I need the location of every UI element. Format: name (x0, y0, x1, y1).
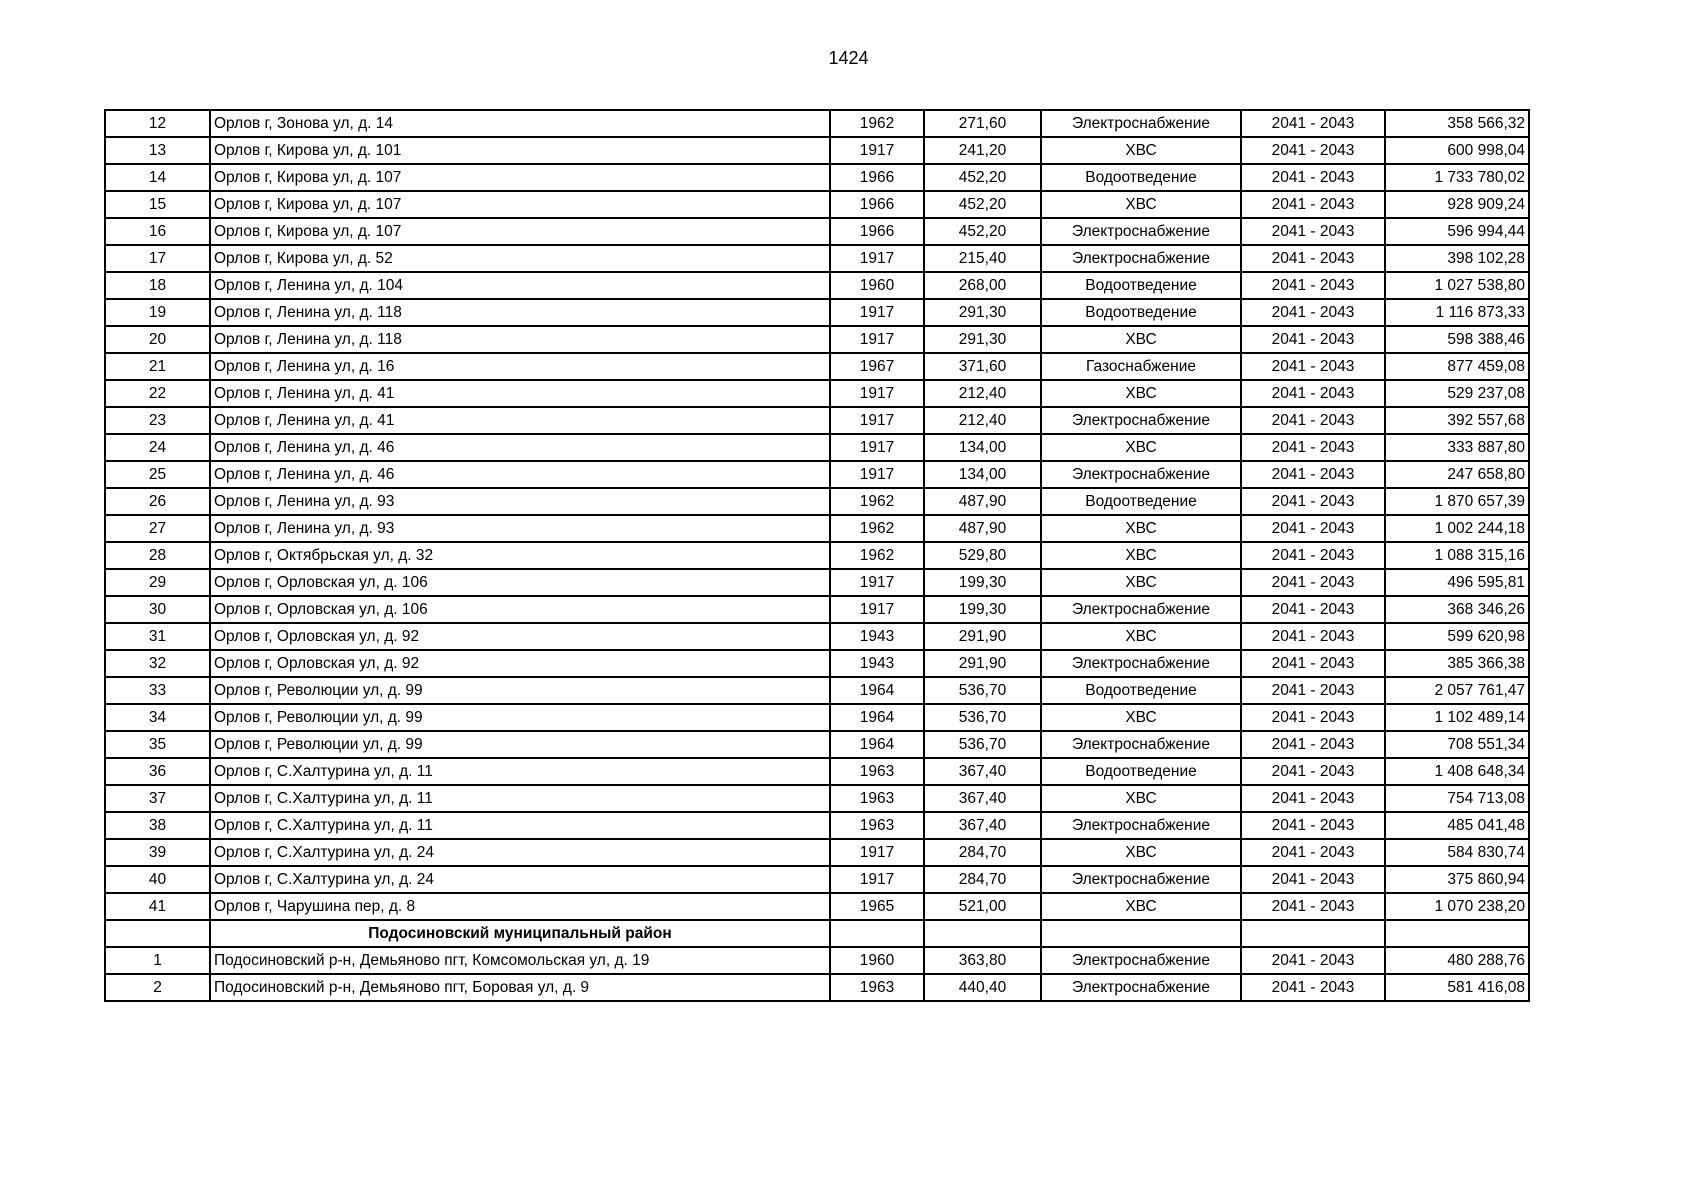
year-cell: 1917 (830, 407, 924, 434)
area-cell: 536,70 (924, 704, 1041, 731)
address-cell: Орлов г, Кирова ул, д. 107 (210, 191, 830, 218)
work-type-cell: Электроснабжение (1041, 407, 1241, 434)
period-cell: 2041 - 2043 (1241, 137, 1385, 164)
work-type-cell: Электроснабжение (1041, 596, 1241, 623)
year-cell: 1965 (830, 893, 924, 920)
cost-cell: 928 909,24 (1385, 191, 1529, 218)
area-cell: 212,40 (924, 380, 1041, 407)
repair-schedule-table (104, 109, 1530, 1002)
empty-cell (924, 920, 1041, 947)
row-number: 15 (105, 191, 210, 218)
address-cell: Орлов г, Кирова ул, д. 107 (210, 164, 830, 191)
table-row (105, 893, 1529, 920)
row-number: 41 (105, 893, 210, 920)
table-row (105, 812, 1529, 839)
period-cell: 2041 - 2043 (1241, 164, 1385, 191)
period-cell: 2041 - 2043 (1241, 947, 1385, 974)
table-row (105, 245, 1529, 272)
period-cell: 2041 - 2043 (1241, 812, 1385, 839)
period-cell: 2041 - 2043 (1241, 974, 1385, 1001)
area-cell: 452,20 (924, 164, 1041, 191)
period-cell: 2041 - 2043 (1241, 353, 1385, 380)
address-cell: Подосиновский р-н, Демьяново пгт, Комсомольская ул, д. 19 (210, 947, 830, 974)
cost-cell: 2 057 761,47 (1385, 677, 1529, 704)
address-cell: Орлов г, Чарушина пер, д. 8 (210, 893, 830, 920)
year-cell: 1943 (830, 623, 924, 650)
table-row (105, 461, 1529, 488)
row-number: 40 (105, 866, 210, 893)
period-cell: 2041 - 2043 (1241, 623, 1385, 650)
table-row (105, 731, 1529, 758)
address-cell: Подосиновский р-н, Демьяново пгт, Боровая ул, д. 9 (210, 974, 830, 1001)
area-cell: 452,20 (924, 191, 1041, 218)
year-cell: 1917 (830, 461, 924, 488)
row-number: 20 (105, 326, 210, 353)
address-cell: Орлов г, Революции ул, д. 99 (210, 677, 830, 704)
table-row (105, 218, 1529, 245)
period-cell: 2041 - 2043 (1241, 218, 1385, 245)
work-type-cell: Водоотведение (1041, 677, 1241, 704)
work-type-cell: Электроснабжение (1041, 650, 1241, 677)
work-type-cell: Электроснабжение (1041, 974, 1241, 1001)
table-row (105, 515, 1529, 542)
table-row (105, 704, 1529, 731)
work-type-cell: ХВС (1041, 137, 1241, 164)
period-cell: 2041 - 2043 (1241, 893, 1385, 920)
cost-cell: 598 388,46 (1385, 326, 1529, 353)
cost-cell: 1 116 873,33 (1385, 299, 1529, 326)
table-row (105, 974, 1529, 1001)
table-row (105, 353, 1529, 380)
year-cell: 1963 (830, 785, 924, 812)
row-number: 24 (105, 434, 210, 461)
area-cell: 215,40 (924, 245, 1041, 272)
table-row (105, 110, 1529, 137)
area-cell: 291,90 (924, 650, 1041, 677)
row-number: 25 (105, 461, 210, 488)
year-cell: 1917 (830, 866, 924, 893)
cost-cell: 1 408 648,34 (1385, 758, 1529, 785)
year-cell: 1917 (830, 596, 924, 623)
address-cell: Орлов г, Ленина ул, д. 41 (210, 380, 830, 407)
empty-cell (105, 920, 210, 947)
empty-cell (1241, 920, 1385, 947)
work-type-cell: ХВС (1041, 893, 1241, 920)
period-cell: 2041 - 2043 (1241, 110, 1385, 137)
row-number: 1 (105, 947, 210, 974)
period-cell: 2041 - 2043 (1241, 434, 1385, 461)
cost-cell: 529 237,08 (1385, 380, 1529, 407)
area-cell: 284,70 (924, 866, 1041, 893)
period-cell: 2041 - 2043 (1241, 704, 1385, 731)
year-cell: 1943 (830, 650, 924, 677)
work-type-cell: ХВС (1041, 542, 1241, 569)
cost-cell: 596 994,44 (1385, 218, 1529, 245)
area-cell: 363,80 (924, 947, 1041, 974)
year-cell: 1963 (830, 974, 924, 1001)
cost-cell: 584 830,74 (1385, 839, 1529, 866)
address-cell: Орлов г, Октябрьская ул, д. 32 (210, 542, 830, 569)
year-cell: 1966 (830, 218, 924, 245)
address-cell: Орлов г, Ленина ул, д. 46 (210, 434, 830, 461)
address-cell: Орлов г, Ленина ул, д. 93 (210, 515, 830, 542)
area-cell: 284,70 (924, 839, 1041, 866)
area-cell: 291,30 (924, 326, 1041, 353)
area-cell: 452,20 (924, 218, 1041, 245)
year-cell: 1917 (830, 569, 924, 596)
year-cell: 1917 (830, 245, 924, 272)
table-row (105, 380, 1529, 407)
period-cell: 2041 - 2043 (1241, 758, 1385, 785)
cost-cell: 877 459,08 (1385, 353, 1529, 380)
table-row (105, 299, 1529, 326)
period-cell: 2041 - 2043 (1241, 839, 1385, 866)
address-cell: Орлов г, С.Халтурина ул, д. 24 (210, 866, 830, 893)
area-cell: 268,00 (924, 272, 1041, 299)
row-number: 32 (105, 650, 210, 677)
work-type-cell: Водоотведение (1041, 164, 1241, 191)
year-cell: 1963 (830, 812, 924, 839)
address-cell: Орлов г, Ленина ул, д. 104 (210, 272, 830, 299)
cost-cell: 385 366,38 (1385, 650, 1529, 677)
table-row (105, 677, 1529, 704)
period-cell: 2041 - 2043 (1241, 299, 1385, 326)
period-cell: 2041 - 2043 (1241, 272, 1385, 299)
area-cell: 271,60 (924, 110, 1041, 137)
work-type-cell: Водоотведение (1041, 758, 1241, 785)
area-cell: 134,00 (924, 434, 1041, 461)
cost-cell: 1 088 315,16 (1385, 542, 1529, 569)
row-number: 39 (105, 839, 210, 866)
period-cell: 2041 - 2043 (1241, 866, 1385, 893)
year-cell: 1962 (830, 542, 924, 569)
table-row (105, 650, 1529, 677)
cost-cell: 358 566,32 (1385, 110, 1529, 137)
cost-cell: 1 070 238,20 (1385, 893, 1529, 920)
area-cell: 199,30 (924, 596, 1041, 623)
work-type-cell: Электроснабжение (1041, 461, 1241, 488)
table-row (105, 758, 1529, 785)
work-type-cell: ХВС (1041, 704, 1241, 731)
cost-cell: 392 557,68 (1385, 407, 1529, 434)
address-cell: Орлов г, С.Халтурина ул, д. 24 (210, 839, 830, 866)
cost-cell: 333 887,80 (1385, 434, 1529, 461)
cost-cell: 485 041,48 (1385, 812, 1529, 839)
address-cell: Орлов г, Ленина ул, д. 118 (210, 299, 830, 326)
period-cell: 2041 - 2043 (1241, 650, 1385, 677)
work-type-cell: Электроснабжение (1041, 110, 1241, 137)
area-cell: 241,20 (924, 137, 1041, 164)
cost-cell: 480 288,76 (1385, 947, 1529, 974)
row-number: 23 (105, 407, 210, 434)
row-number: 16 (105, 218, 210, 245)
work-type-cell: Электроснабжение (1041, 245, 1241, 272)
cost-cell: 247 658,80 (1385, 461, 1529, 488)
row-number: 31 (105, 623, 210, 650)
year-cell: 1964 (830, 677, 924, 704)
row-number: 13 (105, 137, 210, 164)
work-type-cell: ХВС (1041, 515, 1241, 542)
cost-cell: 375 860,94 (1385, 866, 1529, 893)
table-row (105, 488, 1529, 515)
area-cell: 291,90 (924, 623, 1041, 650)
year-cell: 1917 (830, 839, 924, 866)
work-type-cell: ХВС (1041, 785, 1241, 812)
district-header-row (105, 920, 1529, 947)
year-cell: 1966 (830, 191, 924, 218)
row-number: 34 (105, 704, 210, 731)
work-type-cell: ХВС (1041, 623, 1241, 650)
area-cell: 536,70 (924, 731, 1041, 758)
period-cell: 2041 - 2043 (1241, 731, 1385, 758)
empty-cell (830, 920, 924, 947)
year-cell: 1917 (830, 380, 924, 407)
period-cell: 2041 - 2043 (1241, 785, 1385, 812)
address-cell: Орлов г, Орловская ул, д. 92 (210, 650, 830, 677)
period-cell: 2041 - 2043 (1241, 461, 1385, 488)
year-cell: 1960 (830, 272, 924, 299)
period-cell: 2041 - 2043 (1241, 407, 1385, 434)
address-cell: Орлов г, Орловская ул, д. 106 (210, 596, 830, 623)
address-cell: Орлов г, Зонова ул, д. 14 (210, 110, 830, 137)
table-row (105, 164, 1529, 191)
work-type-cell: ХВС (1041, 434, 1241, 461)
area-cell: 134,00 (924, 461, 1041, 488)
work-type-cell: Электроснабжение (1041, 947, 1241, 974)
period-cell: 2041 - 2043 (1241, 245, 1385, 272)
address-cell: Орлов г, С.Халтурина ул, д. 11 (210, 758, 830, 785)
row-number: 19 (105, 299, 210, 326)
table-row (105, 785, 1529, 812)
period-cell: 2041 - 2043 (1241, 326, 1385, 353)
work-type-cell: Электроснабжение (1041, 218, 1241, 245)
row-number: 30 (105, 596, 210, 623)
row-number: 35 (105, 731, 210, 758)
period-cell: 2041 - 2043 (1241, 488, 1385, 515)
work-type-cell: Электроснабжение (1041, 812, 1241, 839)
year-cell: 1962 (830, 110, 924, 137)
year-cell: 1966 (830, 164, 924, 191)
year-cell: 1963 (830, 758, 924, 785)
cost-cell: 1 002 244,18 (1385, 515, 1529, 542)
table-row (105, 434, 1529, 461)
cost-cell: 1 027 538,80 (1385, 272, 1529, 299)
area-cell: 529,80 (924, 542, 1041, 569)
row-number: 27 (105, 515, 210, 542)
table-row (105, 407, 1529, 434)
page-number: 1424 (828, 48, 869, 68)
year-cell: 1917 (830, 434, 924, 461)
area-cell: 487,90 (924, 515, 1041, 542)
cost-cell: 581 416,08 (1385, 974, 1529, 1001)
table-row (105, 191, 1529, 218)
row-number: 2 (105, 974, 210, 1001)
address-cell: Орлов г, Кирова ул, д. 52 (210, 245, 830, 272)
cost-cell: 708 551,34 (1385, 731, 1529, 758)
table-row (105, 272, 1529, 299)
row-number: 36 (105, 758, 210, 785)
empty-cell (1385, 920, 1529, 947)
year-cell: 1917 (830, 326, 924, 353)
year-cell: 1962 (830, 515, 924, 542)
area-cell: 521,00 (924, 893, 1041, 920)
row-number: 26 (105, 488, 210, 515)
cost-cell: 1 870 657,39 (1385, 488, 1529, 515)
period-cell: 2041 - 2043 (1241, 677, 1385, 704)
address-cell: Орлов г, Ленина ул, д. 16 (210, 353, 830, 380)
cost-cell: 1 102 489,14 (1385, 704, 1529, 731)
period-cell: 2041 - 2043 (1241, 596, 1385, 623)
area-cell: 212,40 (924, 407, 1041, 434)
cost-cell: 496 595,81 (1385, 569, 1529, 596)
row-number: 29 (105, 569, 210, 596)
cost-cell: 599 620,98 (1385, 623, 1529, 650)
year-cell: 1964 (830, 704, 924, 731)
address-cell: Орлов г, Революции ул, д. 99 (210, 731, 830, 758)
year-cell: 1917 (830, 299, 924, 326)
work-type-cell: Водоотведение (1041, 272, 1241, 299)
year-cell: 1960 (830, 947, 924, 974)
row-number: 12 (105, 110, 210, 137)
table-row (105, 542, 1529, 569)
address-cell: Орлов г, С.Халтурина ул, д. 11 (210, 785, 830, 812)
period-cell: 2041 - 2043 (1241, 542, 1385, 569)
table-row (105, 137, 1529, 164)
address-cell: Орлов г, Кирова ул, д. 107 (210, 218, 830, 245)
cost-cell: 600 998,04 (1385, 137, 1529, 164)
area-cell: 199,30 (924, 569, 1041, 596)
table-row (105, 947, 1529, 974)
area-cell: 536,70 (924, 677, 1041, 704)
work-type-cell: ХВС (1041, 326, 1241, 353)
work-type-cell: ХВС (1041, 191, 1241, 218)
work-type-cell: ХВС (1041, 569, 1241, 596)
work-type-cell: Электроснабжение (1041, 866, 1241, 893)
area-cell: 291,30 (924, 299, 1041, 326)
address-cell: Орлов г, Орловская ул, д. 92 (210, 623, 830, 650)
address-cell: Орлов г, Революции ул, д. 99 (210, 704, 830, 731)
period-cell: 2041 - 2043 (1241, 191, 1385, 218)
row-number: 14 (105, 164, 210, 191)
cost-cell: 368 346,26 (1385, 596, 1529, 623)
work-type-cell: Водоотведение (1041, 488, 1241, 515)
work-type-cell: Газоснабжение (1041, 353, 1241, 380)
work-type-cell: Водоотведение (1041, 299, 1241, 326)
work-type-cell: ХВС (1041, 380, 1241, 407)
table-body (105, 110, 1529, 1001)
year-cell: 1967 (830, 353, 924, 380)
address-cell: Орлов г, Орловская ул, д. 106 (210, 569, 830, 596)
row-number: 38 (105, 812, 210, 839)
row-number: 37 (105, 785, 210, 812)
row-number: 33 (105, 677, 210, 704)
address-cell: Орлов г, Ленина ул, д. 41 (210, 407, 830, 434)
address-cell: Орлов г, Кирова ул, д. 101 (210, 137, 830, 164)
row-number: 28 (105, 542, 210, 569)
row-number: 21 (105, 353, 210, 380)
area-cell: 367,40 (924, 758, 1041, 785)
row-number: 18 (105, 272, 210, 299)
table-row (105, 839, 1529, 866)
period-cell: 2041 - 2043 (1241, 569, 1385, 596)
table-row (105, 623, 1529, 650)
area-cell: 487,90 (924, 488, 1041, 515)
row-number: 22 (105, 380, 210, 407)
district-title: Подосиновский муниципальный район (210, 920, 830, 947)
year-cell: 1962 (830, 488, 924, 515)
area-cell: 371,60 (924, 353, 1041, 380)
area-cell: 367,40 (924, 812, 1041, 839)
cost-cell: 398 102,28 (1385, 245, 1529, 272)
cost-cell: 1 733 780,02 (1385, 164, 1529, 191)
work-type-cell: Электроснабжение (1041, 731, 1241, 758)
year-cell: 1964 (830, 731, 924, 758)
period-cell: 2041 - 2043 (1241, 515, 1385, 542)
period-cell: 2041 - 2043 (1241, 380, 1385, 407)
work-type-cell: ХВС (1041, 839, 1241, 866)
address-cell: Орлов г, Ленина ул, д. 46 (210, 461, 830, 488)
year-cell: 1917 (830, 137, 924, 164)
empty-cell (1041, 920, 1241, 947)
table-row (105, 866, 1529, 893)
table-row (105, 596, 1529, 623)
area-cell: 367,40 (924, 785, 1041, 812)
table-row (105, 326, 1529, 353)
row-number: 17 (105, 245, 210, 272)
address-cell: Орлов г, Ленина ул, д. 93 (210, 488, 830, 515)
address-cell: Орлов г, Ленина ул, д. 118 (210, 326, 830, 353)
cost-cell: 754 713,08 (1385, 785, 1529, 812)
address-cell: Орлов г, С.Халтурина ул, д. 11 (210, 812, 830, 839)
table-row (105, 569, 1529, 596)
area-cell: 440,40 (924, 974, 1041, 1001)
